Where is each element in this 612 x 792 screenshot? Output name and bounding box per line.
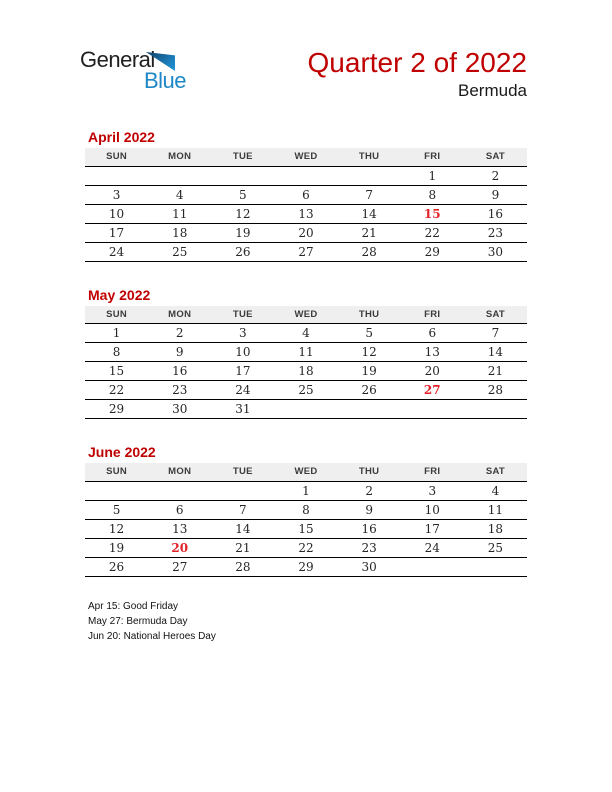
day-cell: 6 bbox=[148, 500, 211, 519]
day-cell: 5 bbox=[338, 324, 401, 343]
week-row bbox=[85, 204, 527, 223]
page-header bbox=[80, 47, 527, 104]
day-cell: 20 bbox=[148, 538, 211, 557]
day-cell: 25 bbox=[464, 538, 527, 557]
day-cell: 21 bbox=[464, 362, 527, 381]
empty-day-cell bbox=[338, 400, 401, 419]
page-subtitle: Bermuda bbox=[458, 81, 527, 100]
weekday-header-cell: WED bbox=[274, 306, 337, 324]
month-label: May 2022 bbox=[88, 286, 151, 303]
day-cell: 15 bbox=[274, 519, 337, 538]
weekday-header-cell: SAT bbox=[464, 463, 527, 481]
weekday-header-cell: TUE bbox=[211, 463, 274, 481]
day-cell: 22 bbox=[85, 381, 148, 400]
week-row bbox=[85, 400, 527, 419]
logo-text-blue: Blue bbox=[144, 68, 187, 93]
general-blue-logo bbox=[80, 48, 210, 100]
empty-day-cell bbox=[464, 400, 527, 419]
day-cell: 9 bbox=[338, 500, 401, 519]
day-cell: 8 bbox=[85, 343, 148, 362]
day-cell: 3 bbox=[401, 481, 464, 500]
holiday-note: Apr 15: Good Friday bbox=[88, 600, 179, 612]
day-cell: 25 bbox=[274, 381, 337, 400]
empty-day-cell bbox=[85, 166, 148, 185]
month-section-april bbox=[85, 130, 527, 262]
day-cell: 8 bbox=[274, 500, 337, 519]
day-cell: 27 bbox=[274, 242, 337, 261]
week-row bbox=[85, 185, 527, 204]
day-cell: 29 bbox=[85, 400, 148, 419]
day-cell: 9 bbox=[148, 343, 211, 362]
day-cell: 1 bbox=[401, 166, 464, 185]
day-cell: 22 bbox=[401, 223, 464, 242]
day-cell: 19 bbox=[85, 538, 148, 557]
day-cell: 18 bbox=[274, 362, 337, 381]
month-label: June 2022 bbox=[88, 444, 156, 460]
week-row bbox=[85, 500, 527, 519]
day-cell: 22 bbox=[274, 538, 337, 557]
day-cell: 23 bbox=[338, 538, 401, 557]
week-row bbox=[85, 519, 527, 538]
page-title: Quarter 2 of 2022 bbox=[307, 47, 527, 78]
day-cell: 18 bbox=[464, 519, 527, 538]
holiday-note: Jun 20: National Heroes Day bbox=[88, 630, 216, 642]
empty-day-cell bbox=[274, 400, 337, 419]
empty-day-cell bbox=[211, 166, 274, 185]
day-cell: 21 bbox=[211, 538, 274, 557]
day-cell: 12 bbox=[85, 519, 148, 538]
day-cell: 14 bbox=[211, 519, 274, 538]
weekday-header-row bbox=[85, 463, 527, 481]
day-cell: 15 bbox=[85, 362, 148, 381]
weekday-header-cell: WED bbox=[274, 463, 337, 481]
day-cell: 11 bbox=[148, 204, 211, 223]
day-cell: 1 bbox=[274, 481, 337, 500]
day-cell: 6 bbox=[401, 324, 464, 343]
week-row bbox=[85, 557, 527, 576]
day-cell: 17 bbox=[211, 362, 274, 381]
weekday-header-cell: TUE bbox=[211, 148, 274, 166]
day-cell: 23 bbox=[148, 381, 211, 400]
day-cell: 16 bbox=[338, 519, 401, 538]
holiday-note: May 27: Bermuda Day bbox=[88, 615, 188, 627]
calendar-table-april bbox=[85, 148, 527, 262]
day-cell: 2 bbox=[148, 324, 211, 343]
day-cell: 4 bbox=[148, 185, 211, 204]
day-cell: 15 bbox=[401, 204, 464, 223]
empty-day-cell bbox=[148, 481, 211, 500]
weekday-header-cell: FRI bbox=[401, 148, 464, 166]
day-cell: 27 bbox=[401, 381, 464, 400]
weekday-header-cell: TUE bbox=[211, 306, 274, 324]
month-section-june bbox=[85, 445, 527, 577]
day-cell: 30 bbox=[338, 557, 401, 576]
calendar-table-june bbox=[85, 463, 527, 577]
weekday-header-cell: MON bbox=[148, 463, 211, 481]
calendar-table-may bbox=[85, 306, 527, 420]
day-cell: 19 bbox=[211, 223, 274, 242]
week-row bbox=[85, 223, 527, 242]
weekday-header-row bbox=[85, 306, 527, 324]
day-cell: 4 bbox=[464, 481, 527, 500]
day-cell: 26 bbox=[211, 242, 274, 261]
week-row bbox=[85, 324, 527, 343]
weekday-header-cell: THU bbox=[338, 306, 401, 324]
weekday-header-cell: SUN bbox=[85, 306, 148, 324]
weekday-header-cell: FRI bbox=[401, 306, 464, 324]
day-cell: 2 bbox=[338, 481, 401, 500]
empty-day-cell bbox=[464, 557, 527, 576]
day-cell: 12 bbox=[211, 204, 274, 223]
empty-day-cell bbox=[85, 481, 148, 500]
day-cell: 24 bbox=[401, 538, 464, 557]
week-row bbox=[85, 538, 527, 557]
empty-day-cell bbox=[401, 557, 464, 576]
day-cell: 29 bbox=[401, 242, 464, 261]
day-cell: 6 bbox=[274, 185, 337, 204]
day-cell: 14 bbox=[338, 204, 401, 223]
week-row bbox=[85, 381, 527, 400]
day-cell: 10 bbox=[401, 500, 464, 519]
weekday-header-cell: SAT bbox=[464, 306, 527, 324]
empty-day-cell bbox=[274, 166, 337, 185]
day-cell: 26 bbox=[85, 557, 148, 576]
weekday-header-cell: MON bbox=[148, 148, 211, 166]
day-cell: 7 bbox=[338, 185, 401, 204]
day-cell: 31 bbox=[211, 400, 274, 419]
day-cell: 8 bbox=[401, 185, 464, 204]
empty-day-cell bbox=[148, 166, 211, 185]
empty-day-cell bbox=[338, 166, 401, 185]
day-cell: 2 bbox=[464, 166, 527, 185]
day-cell: 24 bbox=[85, 242, 148, 261]
day-cell: 30 bbox=[148, 400, 211, 419]
day-cell: 5 bbox=[211, 185, 274, 204]
day-cell: 27 bbox=[148, 557, 211, 576]
day-cell: 16 bbox=[148, 362, 211, 381]
weekday-header-cell: SUN bbox=[85, 148, 148, 166]
empty-day-cell bbox=[211, 481, 274, 500]
day-cell: 29 bbox=[274, 557, 337, 576]
day-cell: 4 bbox=[274, 324, 337, 343]
day-cell: 1 bbox=[85, 324, 148, 343]
day-cell: 5 bbox=[85, 500, 148, 519]
day-cell: 12 bbox=[338, 343, 401, 362]
day-cell: 3 bbox=[211, 324, 274, 343]
day-cell: 20 bbox=[401, 362, 464, 381]
week-row bbox=[85, 166, 527, 185]
week-row bbox=[85, 362, 527, 381]
day-cell: 13 bbox=[274, 204, 337, 223]
day-cell: 28 bbox=[338, 242, 401, 261]
day-cell: 3 bbox=[85, 185, 148, 204]
month-section-may bbox=[85, 288, 527, 420]
day-cell: 16 bbox=[464, 204, 527, 223]
day-cell: 13 bbox=[401, 343, 464, 362]
week-row bbox=[85, 481, 527, 500]
week-row bbox=[85, 242, 527, 261]
day-cell: 28 bbox=[464, 381, 527, 400]
page-content bbox=[80, 47, 527, 644]
day-cell: 17 bbox=[85, 223, 148, 242]
day-cell: 10 bbox=[85, 204, 148, 223]
day-cell: 7 bbox=[464, 324, 527, 343]
month-label: April 2022 bbox=[88, 129, 155, 145]
day-cell: 20 bbox=[274, 223, 337, 242]
weekday-header-cell: SAT bbox=[464, 148, 527, 166]
day-cell: 11 bbox=[274, 343, 337, 362]
day-cell: 30 bbox=[464, 242, 527, 261]
day-cell: 26 bbox=[338, 381, 401, 400]
empty-day-cell bbox=[401, 400, 464, 419]
weekday-header-cell: MON bbox=[148, 306, 211, 324]
day-cell: 18 bbox=[148, 223, 211, 242]
logo-text-general: General bbox=[80, 47, 155, 72]
weekday-header-cell: FRI bbox=[401, 463, 464, 481]
weekday-header-cell: THU bbox=[338, 463, 401, 481]
weekday-header-cell: SUN bbox=[85, 463, 148, 481]
day-cell: 13 bbox=[148, 519, 211, 538]
day-cell: 28 bbox=[211, 557, 274, 576]
weekday-header-row bbox=[85, 148, 527, 166]
holiday-list bbox=[85, 599, 527, 644]
day-cell: 21 bbox=[338, 223, 401, 242]
day-cell: 23 bbox=[464, 223, 527, 242]
day-cell: 10 bbox=[211, 343, 274, 362]
day-cell: 17 bbox=[401, 519, 464, 538]
day-cell: 11 bbox=[464, 500, 527, 519]
day-cell: 7 bbox=[211, 500, 274, 519]
day-cell: 19 bbox=[338, 362, 401, 381]
day-cell: 9 bbox=[464, 185, 527, 204]
week-row bbox=[85, 343, 527, 362]
day-cell: 24 bbox=[211, 381, 274, 400]
day-cell: 25 bbox=[148, 242, 211, 261]
title-block bbox=[308, 48, 527, 104]
weekday-header-cell: THU bbox=[338, 148, 401, 166]
weekday-header-cell: WED bbox=[274, 148, 337, 166]
day-cell: 14 bbox=[464, 343, 527, 362]
